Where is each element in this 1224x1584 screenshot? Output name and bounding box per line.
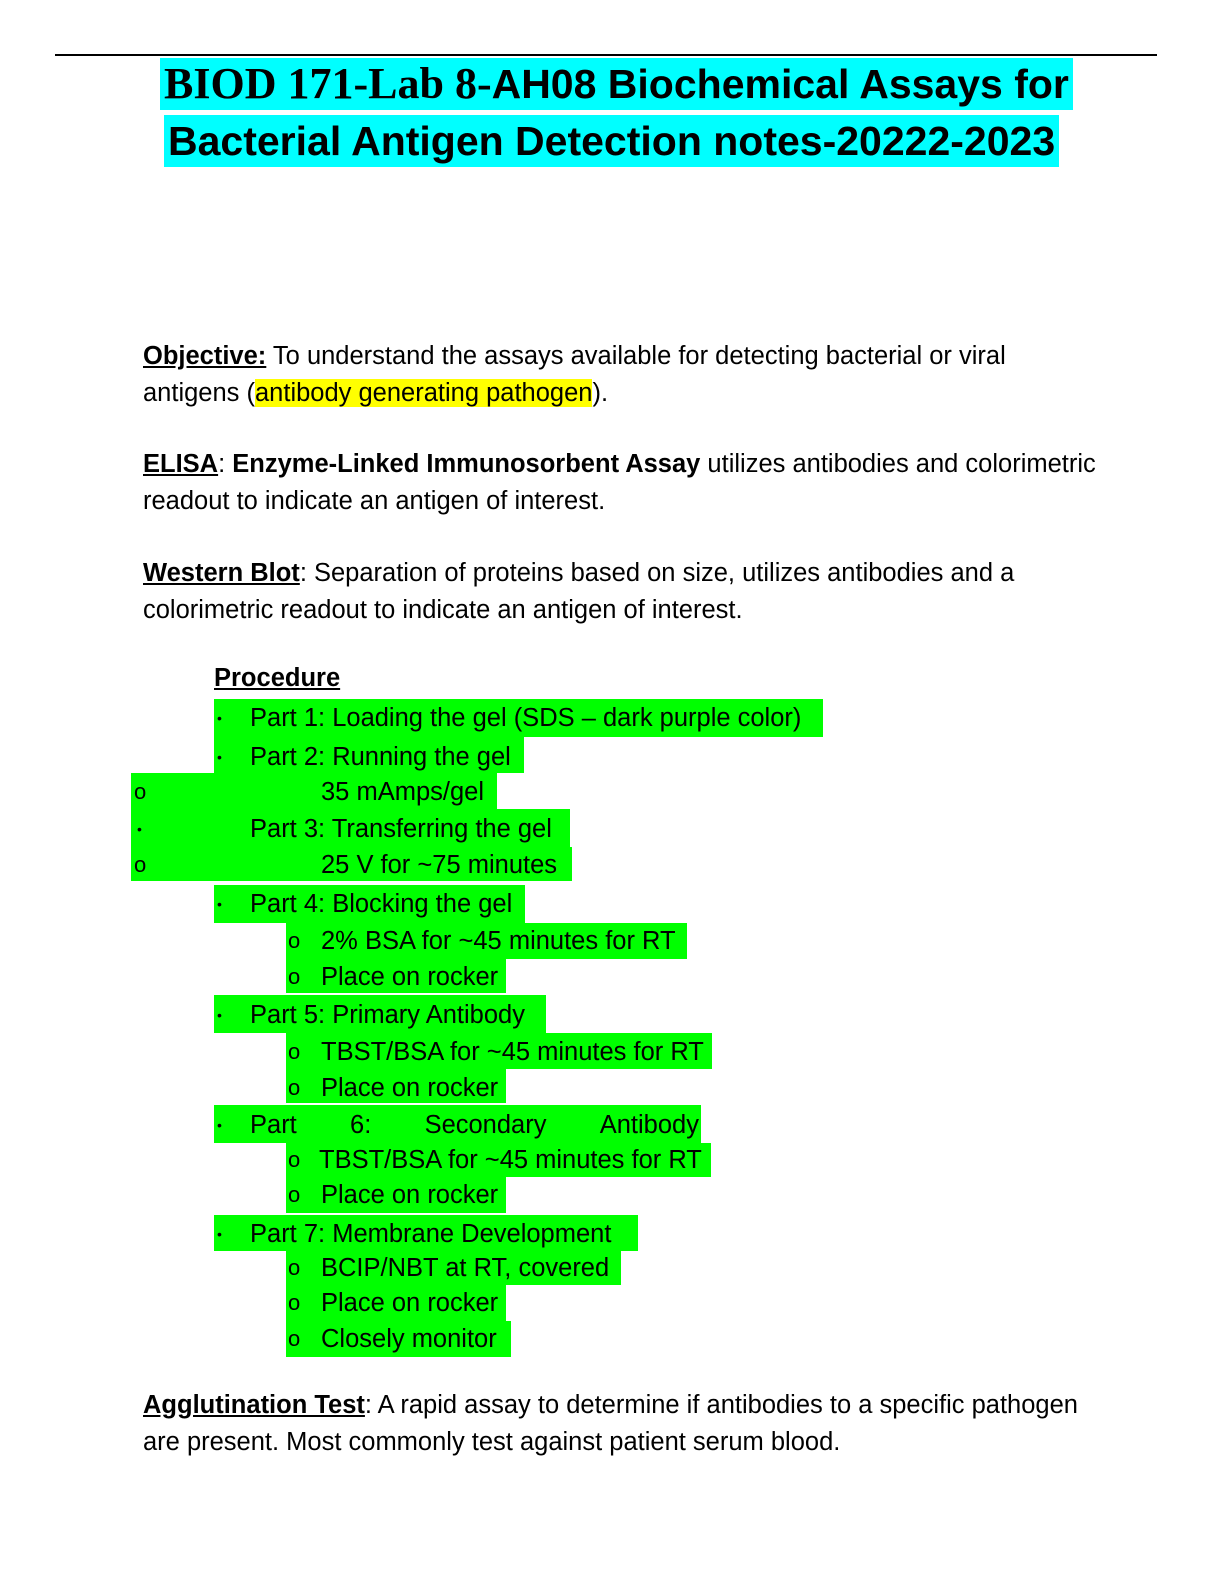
bullet-icon: • bbox=[217, 749, 222, 765]
elisa-paragraph bbox=[143, 446, 1103, 519]
circle-bullet-icon: o bbox=[288, 1255, 301, 1280]
circle-bullet-icon: o bbox=[288, 1147, 301, 1172]
procedure-part-7-detail: BCIP/NBT at RT, covered bbox=[321, 1254, 610, 1282]
western-blot-paragraph bbox=[143, 555, 1103, 628]
procedure-part-7-detail: Closely monitor bbox=[321, 1325, 497, 1353]
bullet-icon: • bbox=[217, 710, 222, 726]
procedure-part-1: Part 1: Loading the gel (SDS – dark purple color) bbox=[250, 704, 802, 732]
bullet-icon: • bbox=[137, 821, 142, 837]
agglutination-text: : A rapid assay to determine if antibodies to a specific pathogen are present. Most commonly test against patient serum blood. bbox=[143, 1391, 1078, 1456]
circle-bullet-icon: o bbox=[134, 779, 147, 804]
document-title-line-2: Bacterial Antigen Detection notes-20222-2023 bbox=[164, 115, 1059, 167]
part-6-word: Part bbox=[250, 1111, 297, 1139]
bullet-icon: • bbox=[217, 1226, 222, 1242]
elisa-text: utilizes antibodies and colorimetric readout to indicate an antigen of interest. bbox=[143, 450, 1096, 515]
agglutination-label: Agglutination Test bbox=[143, 1391, 365, 1419]
procedure-part-6 bbox=[250, 1107, 699, 1143]
procedure-part-5-detail: Place on rocker bbox=[321, 1074, 499, 1102]
procedure-part-7: Part 7: Membrane Development bbox=[250, 1220, 612, 1248]
title-course-code: BIOD 171-Lab 8- bbox=[164, 59, 492, 108]
objective-highlight: antibody generating pathogen bbox=[255, 378, 593, 407]
elisa-full-name: Enzyme-Linked Immunosorbent Assay bbox=[232, 450, 701, 478]
western-blot-text: : Separation of proteins based on size, utilizes antibodies and a colorimetric readout to indicate an antigen of interest. bbox=[143, 559, 1015, 624]
circle-bullet-icon: o bbox=[288, 1039, 301, 1064]
procedure-part-5: Part 5: Primary Antibody bbox=[250, 1001, 525, 1029]
circle-bullet-icon: o bbox=[134, 852, 147, 877]
circle-bullet-icon: o bbox=[288, 964, 301, 989]
objective-paragraph bbox=[143, 338, 1103, 411]
elisa-label: ELISA bbox=[143, 450, 219, 478]
bullet-icon: • bbox=[217, 1007, 222, 1023]
top-rule bbox=[55, 54, 1157, 56]
circle-bullet-icon: o bbox=[288, 1290, 301, 1315]
part-6-word: 6: bbox=[350, 1111, 372, 1139]
part-6-word: Secondary bbox=[424, 1111, 547, 1139]
circle-bullet-icon: o bbox=[288, 1182, 301, 1207]
procedure-part-3-detail: 25 V for ~75 minutes bbox=[321, 851, 558, 879]
bullet-icon: • bbox=[217, 1117, 222, 1133]
western-blot-label: Western Blot bbox=[143, 559, 300, 587]
elisa-sep: : bbox=[218, 450, 233, 478]
procedure-part-4: Part 4: Blocking the gel bbox=[250, 890, 513, 918]
bullet-icon: • bbox=[217, 896, 222, 912]
procedure-part-6-detail: TBST/BSA for ~45 minutes for RT bbox=[319, 1146, 702, 1174]
procedure-heading: Procedure bbox=[214, 664, 341, 692]
objective-text: To understand the assays available for detecting bacterial or viral antigens ( bbox=[143, 342, 1006, 407]
circle-bullet-icon: o bbox=[288, 928, 301, 953]
procedure-part-5-detail: TBST/BSA for ~45 minutes for RT bbox=[321, 1038, 704, 1066]
objective-text-end: ). bbox=[592, 378, 609, 407]
part-6-word: Antibody bbox=[599, 1111, 699, 1139]
objective-label: Objective: bbox=[143, 342, 267, 370]
procedure-part-3: Part 3: Transferring the gel bbox=[250, 815, 552, 843]
procedure-part-2: Part 2: Running the gel bbox=[250, 743, 511, 771]
procedure-part-6-detail: Place on rocker bbox=[321, 1181, 499, 1209]
document-title-line-1 bbox=[160, 58, 1073, 110]
title-line-1-rest: AH08 Biochemical Assays for bbox=[491, 61, 1069, 107]
circle-bullet-icon: o bbox=[288, 1326, 301, 1351]
procedure-part-7-detail: Place on rocker bbox=[321, 1289, 499, 1317]
agglutination-paragraph bbox=[143, 1387, 1103, 1460]
procedure-part-4-detail: 2% BSA for ~45 minutes for RT bbox=[321, 927, 676, 955]
procedure-part-2-detail: 35 mAmps/gel bbox=[321, 778, 484, 806]
procedure-part-4-detail: Place on rocker bbox=[321, 963, 499, 991]
circle-bullet-icon: o bbox=[288, 1075, 301, 1100]
